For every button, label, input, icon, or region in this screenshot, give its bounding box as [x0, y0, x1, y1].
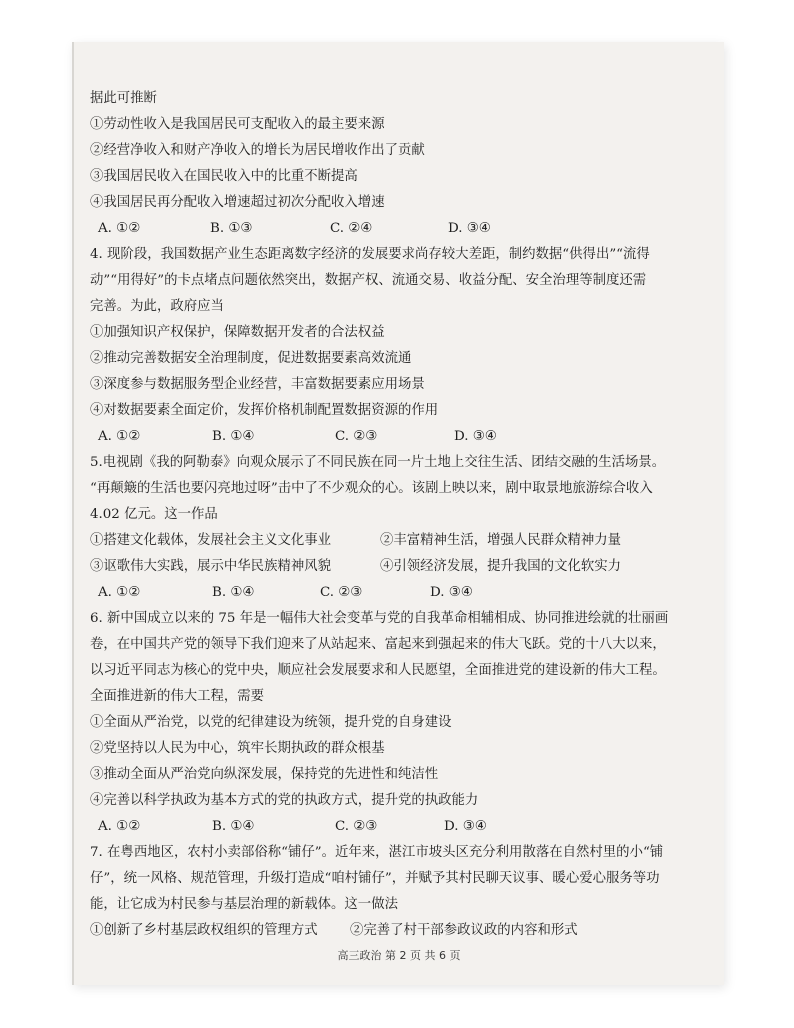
- q7-statements-row-1: [90, 918, 710, 944]
- q5-stem-line-2: “再颠簸的生活也要闪亮地过呀”击中了不少观众的心。该剧上映以来，剧中取景地旅游综合收入: [90, 481, 653, 496]
- q7-stem-line-2: 仔”，统一风格、规范管理，升级打造成“咱村铺仔”，并赋予其村民聊天议事、暖心爱心服务等功: [90, 871, 660, 886]
- q4-statement-2: ②推动完善数据安全治理制度，促进数据要素高效流通: [90, 351, 412, 366]
- page-footer: 高三政治 第 2 页 共 6 页: [337, 949, 461, 962]
- q3-options: [90, 216, 710, 242]
- q4-option-b: B. ①④: [212, 429, 255, 444]
- q3-option-c: C. ②④: [330, 221, 373, 236]
- q4-stem-line-3: 完善。为此，政府应当: [90, 299, 224, 314]
- q6-statement-3: ③推动全面从严治党向纵深发展，保持党的先进性和纯洁性: [90, 767, 439, 782]
- q5-option-b: B. ①④: [212, 585, 255, 600]
- q5-statement-1: ①搭建文化载体，发展社会主义文化事业: [90, 533, 332, 548]
- q6-stem-line-2: 卷，在中国共产党的领导下我们迎来了从站起来、富起来到强起来的伟大飞跃。党的十八大以来，: [90, 637, 666, 652]
- q4-statement-4: ④对数据要素全面定价，发挥价格机制配置数据资源的作用: [90, 403, 439, 418]
- q6-option-d: D. ③④: [444, 819, 487, 834]
- q4-option-c: C. ②③: [335, 429, 378, 444]
- q4-statement-1: ①加强知识产权保护，保障数据开发者的合法权益: [90, 325, 385, 340]
- q6-statement-4: ④完善以科学执政为基本方式的党的执政方式，提升党的执政能力: [90, 793, 479, 808]
- q5-options: [90, 580, 710, 606]
- q3-option-d: D. ③④: [448, 221, 491, 236]
- q4-statement-3: ③深度参与数据服务型企业经营，丰富数据要素应用场景: [90, 377, 425, 392]
- q6-stem-line-4: 全面推进新的伟大工程，需要: [90, 689, 265, 704]
- q6-stem-line-3: 以习近平同志为核心的党中央，顺应社会发展要求和人民愿望，全面推进党的建设新的伟大工程。: [90, 663, 666, 678]
- q6-option-c: C. ②③: [335, 819, 378, 834]
- q3-tail: 据此可推断: [90, 91, 157, 106]
- page-content: [90, 86, 710, 944]
- q3-statement-3: ③我国居民收入在国民收入中的比重不断提高: [90, 169, 358, 184]
- q4-stem-line-1: 4. 现阶段，我国数据产业生态距离数字经济的发展要求尚存较大差距，制约数据“供得出”“流得: [90, 247, 650, 262]
- q6-option-a: A. ①②: [98, 819, 141, 834]
- q5-stem-line-1: 5.电视剧《我的阿勒泰》向观众展示了不同民族在同一片土地上交往生活、团结交融的生活场景。: [90, 455, 666, 470]
- q6-stem-line-1: 6. 新中国成立以来的 75 年是一幅伟大社会变革与党的自我革命相辅相成、协同推进绘就的壮丽画: [90, 611, 669, 626]
- q7-statement-1: ①创新了乡村基层政权组织的管理方式: [90, 923, 318, 938]
- q6-statement-2: ②党坚持以人民为中心，筑牢长期执政的群众根基: [90, 741, 385, 756]
- q3-option-a: A. ①②: [98, 221, 141, 236]
- q3-option-b: B. ①③: [210, 221, 253, 236]
- q5-statements-row-1: [90, 528, 710, 554]
- q4-options: [90, 424, 710, 450]
- q5-option-c: C. ②③: [320, 585, 363, 600]
- q5-statement-4: ④引领经济发展，提升我国的文化软实力: [380, 559, 622, 574]
- q5-option-a: A. ①②: [98, 585, 141, 600]
- q3-statement-1: ①劳动性收入是我国居民可支配收入的最主要来源: [90, 117, 385, 132]
- q3-statement-2: ②经营净收入和财产净收入的增长为居民增收作出了贡献: [90, 143, 425, 158]
- q3-statement-4: ④我国居民再分配收入增速超过初次分配收入增速: [90, 195, 385, 210]
- q5-statement-3: ③讴歌伟大实践，展示中华民族精神风貌: [90, 559, 332, 574]
- q5-option-d: D. ③④: [430, 585, 473, 600]
- q7-stem-line-3: 能，让它成为村民参与基层治理的新载体。这一做法: [90, 897, 398, 912]
- q7-stem-line-1: 7. 在粤西地区，农村小卖部俗称“铺仔”。近年来，湛江市坡头区充分利用散落在自然村里的小“铺: [90, 845, 664, 860]
- q7-statement-2: ②完善了村干部参政议政的内容和形式: [350, 923, 578, 938]
- q4-option-d: D. ③④: [454, 429, 497, 444]
- q4-option-a: A. ①②: [98, 429, 141, 444]
- exam-page: [72, 42, 724, 985]
- q4-stem-line-2: 动”“用得好”的卡点堵点问题依然突出，数据产权、流通交易、收益分配、安全治理等制度还需: [90, 273, 647, 288]
- q5-statement-2: ②丰富精神生活，增强人民群众精神力量: [380, 533, 622, 548]
- q6-statement-1: ①全面从严治党，以党的纪律建设为统领，提升党的自身建设: [90, 715, 452, 730]
- q6-option-b: B. ①④: [212, 819, 255, 834]
- q5-stem-line-3: 4.02 亿元。这一作品: [90, 507, 218, 522]
- q5-statements-row-2: [90, 554, 710, 580]
- q6-options: [90, 814, 710, 840]
